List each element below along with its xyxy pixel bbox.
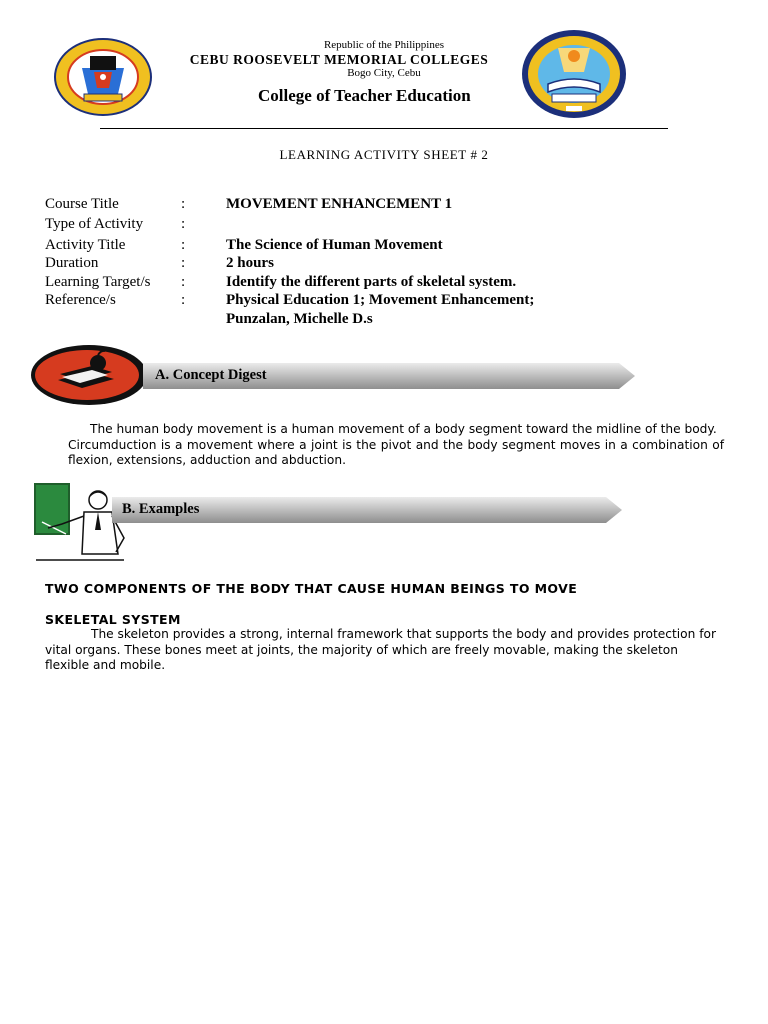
books-apple-icon [30,344,148,406]
header-city: Bogo City, Cebu [347,67,421,79]
info-colon: : [181,216,186,232]
examples-banner [112,497,622,523]
skeletal-paragraph-text: The skeleton provides a strong, internal framework that supports the body and provides protection for vital organs. These bones meet at joints, the majority of which are freely movable, making the skeleton flexible and mobile. [45,627,716,672]
sheet-title: LEARNING ACTIVITY SHEET # 2 [279,147,489,162]
info-label: Activity Title [45,237,126,253]
concept-digest-paragraph [68,422,724,469]
info-label: Type of Activity [45,216,144,232]
info-value: The Science of Human Movement [226,237,443,253]
skeletal-system-heading: SKELETAL SYSTEM [45,612,181,627]
info-colon: : [181,274,186,290]
components-heading: TWO COMPONENTS OF THE BODY THAT CAUSE HUMAN BEINGS TO MOVE [45,581,578,596]
concept-digest-line1: The human body movement is a human movement of a body segment toward the midline of the body. [90,422,717,436]
info-colon: : [181,196,186,212]
skeletal-system-paragraph [45,627,725,674]
info-value: Identify the different parts of skeletal system. [226,274,517,290]
info-label: Duration [45,255,99,271]
header-divider [100,128,668,129]
concept-digest-banner [143,363,635,389]
header-department: College of Teacher Education [258,86,471,105]
info-colon: : [181,237,186,253]
info-value: MOVEMENT ENHANCEMENT 1 [226,196,453,212]
info-value: 2 hours [226,255,274,271]
info-colon: : [181,292,186,308]
concept-digest-body: Circumduction is a movement where a joint is the pivot and the body segment moves in a combination of flexion, extensions, adduction and abduction. [68,437,724,467]
section-a-title: A. Concept Digest [155,367,267,383]
info-value: Punzalan, Michelle D.s [226,311,373,327]
info-value: Physical Education 1; Movement Enhancement; [226,292,535,308]
info-colon: : [181,255,186,271]
header-republic: Republic of the Philippines [323,39,445,51]
section-b-title: B. Examples [122,501,200,517]
teacher-board-icon [32,482,128,568]
info-label: Course Title [45,196,119,212]
header-college-name: CEBU ROOSEVELT MEMORIAL COLLEGES [189,52,489,67]
info-label: Learning Target/s [45,274,151,290]
info-label: Reference/s [45,292,116,308]
